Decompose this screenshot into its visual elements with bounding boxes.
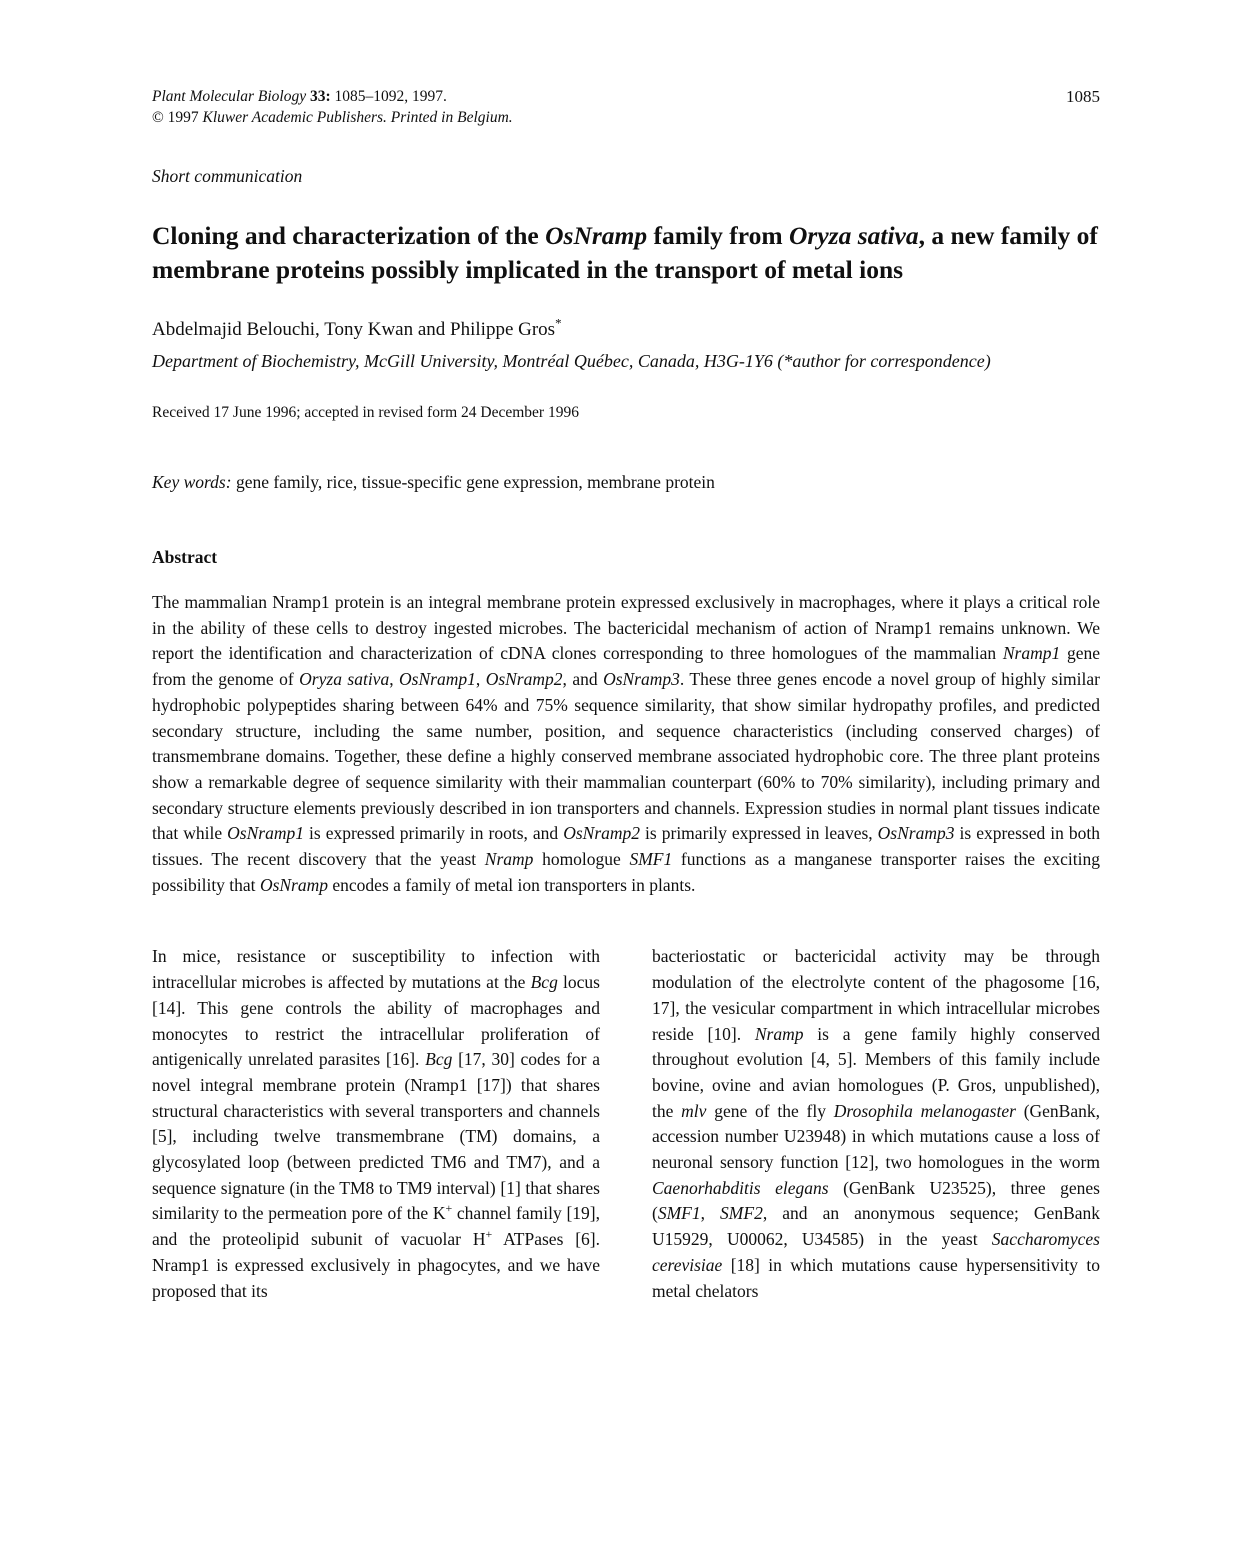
journal-info — [152, 86, 513, 128]
body-column-left: In mice, resistance or susceptibility to infection with intracellular microbes is affected by mutations at the Bcg locus [14]. This gene controls the ability of macrophages and monocytes to restrict the intracellular proliferation of antigenically unrelated parasites [16]. Bcg [17, 30] codes for a novel integral membrane protein (Nramp1 [17]) that shares structural characteristics with several transporters and channels [5], including twelve transmembrane (TM) domains, a glycosylated loop (between predicted TM6 and TM7), and a sequence signature (in the TM8 to TM9 interval) [1] that shares similarity to the permeation pore of the K+ channel family [19], and the proteolipid subunit of vacuolar H+ ATPases [6]. Nramp1 is expressed exclusively in phagocytes, and we have proposed that its — [152, 946, 600, 1301]
article-type: Short communication — [152, 166, 303, 186]
journal-citation: Plant Molecular Biology 33: 1085–1092, 1997. — [152, 88, 447, 105]
affiliation-line: Department of Biochemistry, McGill University, Montréal Québec, Canada, H3G-1Y6 (*author for correspondence) — [152, 351, 991, 371]
body-column-right: bacteriostatic or bactericidal activity may be through modulation of the electrolyte content of the phagosome [16, 17], the vesicular compartment in which intracellular microbes reside [10]. Nramp is a gene family highly conserved throughout evolution [4, 5]. Members of this family include bovine, ovine and avian homologues (P. Gros, unpublished), the mlv gene of the fly Drosophila melanogaster (GenBank, accession number U23948) in which mutations cause a loss of neuronal sensory function [12], two homologues in the worm Caenorhabditis elegans (GenBank U23525), three genes (SMF1, SMF2, and an anonymous sequence; GenBank U15929, U00062, U34585) in the yeast Saccharomyces cerevisiae [18] in which mutations cause hypersensitivity to metal chelators — [652, 946, 1101, 1301]
authors-line: Abdelmajid Belouchi, Tony Kwan and Philippe Gros* — [152, 315, 562, 340]
copyright-line: © 1997 Kluwer Academic Publishers. Printed in Belgium. — [152, 109, 513, 126]
journal-header — [152, 86, 1100, 128]
page-number: 1085 — [1066, 87, 1100, 106]
received-dates: Received 17 June 1996; accepted in revised form 24 December 1996 — [152, 404, 579, 421]
abstract-text: The mammalian Nramp1 protein is an integral membrane protein expressed exclusively in macrophages, where it plays a critical role in the ability of these cells to destroy ingested microbes. The bactericidal mechanism of action of Nramp1 remains unknown. We report the identification and characterization of cDNA clones corresponding to three homologues of the mammalian Nramp1 gene from the genome of Oryza sativa, OsNramp1, OsNramp2, and OsNramp3. These three genes encode a novel group of highly similar hydrophobic polypeptides sharing between 64% and 75% sequence similarity, that show similar hydropathy profiles, and predicted secondary structure, including the same number, position, and sequence characteristics (including conserved charges) of transmembrane domains. Together, these define a highly conserved membrane associated hydrophobic core. The three plant proteins show a remarkable degree of sequence similarity with their mammalian counterpart (60% to 70% similarity), including primary and secondary structure elements previously described in ion transporters and channels. Expression studies in normal plant tissues indicate that while OsNramp1 is expressed primarily in roots, and OsNramp2 is primarily expressed in leaves, OsNramp3 is expressed in both tissues. The recent discovery that the yeast Nramp homologue SMF1 functions as a manganese transporter raises the exciting possibility that OsNramp encodes a family of metal ion transporters in plants. — [152, 592, 1100, 895]
keywords-line: Key words: gene family, rice, tissue-specific gene expression, membrane protein — [152, 472, 715, 492]
body-columns — [152, 944, 1100, 1304]
abstract-heading: Abstract — [152, 547, 218, 567]
article-title: Cloning and characterization of the OsNramp family from Oryza sativa, a new family of membrane proteins possibly implicated in the transport of metal ions — [152, 221, 1098, 284]
